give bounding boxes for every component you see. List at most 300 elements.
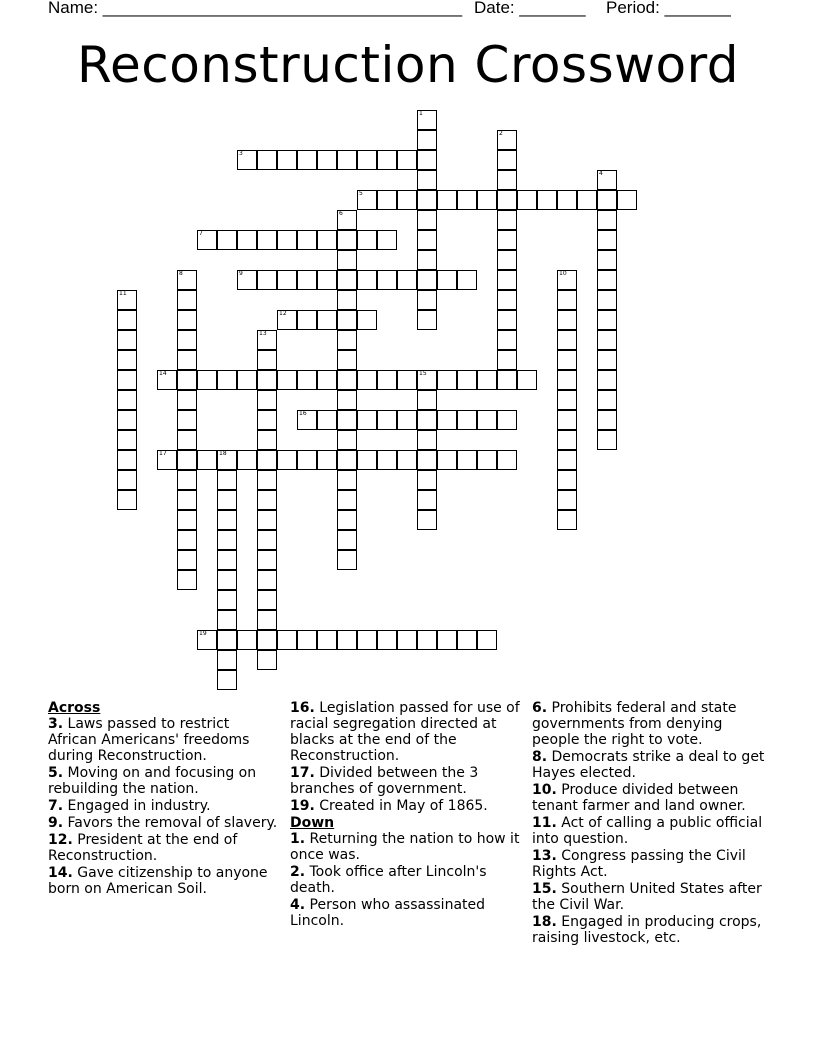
crossword-cell[interactable] — [237, 230, 257, 250]
clue-number-label: 15 — [419, 370, 427, 377]
crossword-cell[interactable] — [197, 630, 217, 650]
crossword-cell[interactable] — [357, 310, 377, 330]
crossword-cell[interactable] — [237, 370, 257, 390]
crossword-cell[interactable] — [257, 570, 277, 590]
across-clue — [48, 765, 280, 797]
crossword-cell[interactable] — [117, 370, 137, 390]
clue-number-label: 13 — [259, 330, 267, 337]
crossword-cell[interactable] — [417, 310, 437, 330]
clue-number: 18. — [532, 914, 557, 930]
clue-text: Took office after Lincoln's death. — [290, 864, 487, 896]
clues-column-3 — [532, 700, 772, 947]
crossword-cell[interactable] — [217, 570, 237, 590]
crossword-cell[interactable] — [177, 550, 197, 570]
crossword-cell[interactable] — [337, 150, 357, 170]
crossword-cell[interactable] — [337, 290, 357, 310]
across-clue — [48, 865, 280, 897]
crossword-cell[interactable] — [397, 630, 417, 650]
crossword-cell[interactable] — [297, 450, 317, 470]
crossword-cell[interactable] — [177, 450, 197, 470]
crossword-cell[interactable] — [597, 170, 617, 190]
clue-number: 1. — [290, 831, 306, 847]
crossword-cell[interactable] — [557, 390, 577, 410]
clue-text: Democrats strike a deal to get Hayes elected. — [532, 749, 765, 781]
crossword-cell[interactable] — [197, 370, 217, 390]
crossword-cell[interactable] — [237, 450, 257, 470]
clue-number: 7. — [48, 798, 64, 814]
crossword-cell[interactable] — [597, 230, 617, 250]
crossword-cell[interactable] — [297, 230, 317, 250]
clue-text: Divided between the 3 branches of government. — [290, 765, 479, 797]
clue-number: 9. — [48, 815, 64, 831]
crossword-cell[interactable] — [557, 270, 577, 290]
crossword-cell[interactable] — [397, 450, 417, 470]
crossword-cell[interactable] — [277, 310, 297, 330]
crossword-cell[interactable] — [557, 290, 577, 310]
crossword-cell[interactable] — [557, 510, 577, 530]
crossword-cell[interactable] — [397, 410, 417, 430]
clue-number: 17. — [290, 765, 315, 781]
clue-number: 15. — [532, 881, 557, 897]
crossword-cell[interactable] — [417, 470, 437, 490]
crossword-cell[interactable] — [177, 410, 197, 430]
clue-number: 10. — [532, 782, 557, 798]
crossword-cell[interactable] — [337, 510, 357, 530]
clue-number: 14. — [48, 865, 73, 881]
crossword-cell[interactable] — [417, 510, 437, 530]
crossword-cell[interactable] — [557, 190, 577, 210]
crossword-cell[interactable] — [157, 450, 177, 470]
crossword-cell[interactable] — [117, 310, 137, 330]
crossword-cell[interactable] — [257, 390, 277, 410]
clue-number: 3. — [48, 716, 64, 732]
clue-text: Person who assassinated Lincoln. — [290, 897, 486, 929]
crossword-cell[interactable] — [217, 470, 237, 490]
crossword-cell[interactable] — [337, 390, 357, 410]
crossword-cell[interactable] — [497, 190, 517, 210]
clue-number: 16. — [290, 700, 315, 716]
crossword-cell[interactable] — [337, 550, 357, 570]
crossword-cell[interactable] — [597, 390, 617, 410]
crossword-cell[interactable] — [257, 450, 277, 470]
clue-number-label: 2 — [499, 130, 503, 137]
clue-number-label: 14 — [159, 370, 167, 377]
clue-number-label: 18 — [219, 450, 227, 457]
clue-number-label: 8 — [179, 270, 183, 277]
crossword-cell[interactable] — [417, 250, 437, 270]
crossword-cell[interactable] — [597, 290, 617, 310]
clue-text: Southern United States after the Civil War. — [532, 881, 762, 913]
crossword-cell[interactable] — [277, 450, 297, 470]
clue-number-label: 12 — [279, 310, 287, 317]
crossword-cell[interactable] — [417, 150, 437, 170]
crossword-cell[interactable] — [317, 230, 337, 250]
crossword-cell[interactable] — [177, 470, 197, 490]
crossword-cell[interactable] — [337, 370, 357, 390]
crossword-cell[interactable] — [257, 370, 277, 390]
crossword-cell[interactable] — [497, 310, 517, 330]
crossword-cell[interactable] — [337, 230, 357, 250]
clue-number-label: 9 — [239, 270, 243, 277]
crossword-cell[interactable] — [557, 350, 577, 370]
crossword-cell[interactable] — [337, 270, 357, 290]
crossword-cell[interactable] — [357, 190, 377, 210]
crossword-cell[interactable] — [497, 330, 517, 350]
crossword-cell[interactable] — [317, 150, 337, 170]
crossword-cell[interactable] — [257, 330, 277, 350]
crossword-cell[interactable] — [497, 210, 517, 230]
crossword-cell[interactable] — [317, 450, 337, 470]
crossword-cell[interactable] — [177, 310, 197, 330]
crossword-cell[interactable] — [237, 150, 257, 170]
crossword-cell[interactable] — [557, 450, 577, 470]
crossword-cell[interactable] — [557, 490, 577, 510]
crossword-cell[interactable] — [317, 370, 337, 390]
crossword-cell[interactable] — [297, 150, 317, 170]
crossword-cell[interactable] — [357, 450, 377, 470]
crossword-cell[interactable] — [357, 410, 377, 430]
crossword-cell[interactable] — [497, 350, 517, 370]
crossword-cell[interactable] — [117, 410, 137, 430]
crossword-cell[interactable] — [437, 410, 457, 430]
date-field-label: Date: _______ — [474, 0, 586, 17]
crossword-cell[interactable] — [257, 530, 277, 550]
crossword-cell[interactable] — [277, 150, 297, 170]
crossword-cell[interactable] — [417, 430, 437, 450]
period-field-label: Period: _______ — [606, 0, 731, 17]
crossword-cell[interactable] — [457, 410, 477, 430]
crossword-cell[interactable] — [597, 350, 617, 370]
down-clue — [290, 864, 522, 896]
crossword-cell[interactable] — [117, 390, 137, 410]
crossword-cell[interactable] — [117, 350, 137, 370]
crossword-cell[interactable] — [417, 410, 437, 430]
clue-number-label: 1 — [419, 110, 423, 117]
crossword-cell[interactable] — [337, 410, 357, 430]
crossword-cell[interactable] — [437, 630, 457, 650]
clue-number-label: 10 — [559, 270, 567, 277]
down-clue — [290, 897, 522, 929]
crossword-cell[interactable] — [457, 450, 477, 470]
clues-column-1 — [48, 700, 280, 898]
across-clue — [48, 832, 280, 864]
crossword-cell[interactable] — [217, 550, 237, 570]
crossword-cell[interactable] — [177, 530, 197, 550]
crossword-cell[interactable] — [217, 630, 237, 650]
across-clue — [290, 765, 522, 797]
crossword-cell[interactable] — [477, 450, 497, 470]
crossword-cell[interactable] — [217, 230, 237, 250]
crossword-cell[interactable] — [597, 190, 617, 210]
crossword-cell[interactable] — [597, 330, 617, 350]
crossword-cell[interactable] — [497, 130, 517, 150]
crossword-cell[interactable] — [337, 330, 357, 350]
page-title: Reconstruction Crossword — [76, 36, 740, 94]
crossword-cell[interactable] — [337, 470, 357, 490]
crossword-cell[interactable] — [357, 630, 377, 650]
crossword-cell[interactable] — [417, 110, 437, 130]
crossword-cell[interactable] — [217, 610, 237, 630]
clue-text: Prohibits federal and state governments from denying people the right to vote. — [532, 700, 737, 748]
crossword-cell[interactable] — [477, 630, 497, 650]
clue-number-label: 5 — [359, 190, 363, 197]
crossword-cell[interactable] — [557, 370, 577, 390]
crossword-cell[interactable] — [217, 370, 237, 390]
crossword-cell[interactable] — [177, 490, 197, 510]
crossword-cell[interactable] — [177, 270, 197, 290]
crossword-cell[interactable] — [177, 390, 197, 410]
crossword-cell[interactable] — [257, 350, 277, 370]
crossword-cell[interactable] — [297, 410, 317, 430]
crossword-cell[interactable] — [257, 230, 277, 250]
crossword-cell[interactable] — [417, 490, 437, 510]
clue-number: 8. — [532, 749, 548, 765]
crossword-cell[interactable] — [257, 150, 277, 170]
crossword-cell[interactable] — [217, 650, 237, 670]
crossword-cell[interactable] — [277, 230, 297, 250]
crossword-cell[interactable] — [537, 190, 557, 210]
crossword-cell[interactable] — [217, 450, 237, 470]
crossword-cell[interactable] — [217, 670, 237, 690]
crossword-cell[interactable] — [357, 150, 377, 170]
crossword-cell[interactable] — [397, 370, 417, 390]
crossword-cell[interactable] — [177, 350, 197, 370]
crossword-cell[interactable] — [337, 630, 357, 650]
crossword-cell[interactable] — [357, 270, 377, 290]
crossword-cell[interactable] — [417, 390, 437, 410]
crossword-cell[interactable] — [557, 470, 577, 490]
crossword-cell[interactable] — [337, 310, 357, 330]
crossword-cell[interactable] — [437, 370, 457, 390]
crossword-cell[interactable] — [377, 150, 397, 170]
crossword-cell[interactable] — [397, 190, 417, 210]
crossword-cell[interactable] — [457, 370, 477, 390]
down-clue — [532, 848, 772, 880]
across-clue — [48, 798, 280, 814]
crossword-cell[interactable] — [257, 510, 277, 530]
clue-text: Returning the nation to how it once was. — [290, 831, 520, 863]
clue-number-label: 11 — [119, 290, 127, 297]
across-clue — [290, 798, 522, 814]
crossword-cell[interactable] — [377, 630, 397, 650]
clue-text: Moving on and focusing on rebuilding the nation. — [48, 765, 257, 797]
crossword-cell[interactable] — [297, 630, 317, 650]
crossword-cell[interactable] — [557, 430, 577, 450]
crossword-cell[interactable] — [117, 490, 137, 510]
crossword-cell[interactable] — [417, 450, 437, 470]
crossword-cell[interactable] — [457, 190, 477, 210]
crossword-cell[interactable] — [417, 290, 437, 310]
crossword-cell[interactable] — [257, 550, 277, 570]
down-clue — [290, 831, 522, 863]
crossword-cell[interactable] — [497, 250, 517, 270]
crossword-cell[interactable] — [437, 270, 457, 290]
crossword-cell[interactable] — [177, 330, 197, 350]
crossword-cell[interactable] — [257, 630, 277, 650]
crossword-cell[interactable] — [237, 630, 257, 650]
across-clue — [290, 700, 522, 764]
crossword-cell[interactable] — [257, 490, 277, 510]
crossword-cell[interactable] — [417, 210, 437, 230]
crossword-cell[interactable] — [337, 430, 357, 450]
crossword-cell[interactable] — [197, 450, 217, 470]
crossword-cell[interactable] — [457, 630, 477, 650]
crossword-cell[interactable] — [377, 190, 397, 210]
crossword-cell[interactable] — [437, 190, 457, 210]
across-heading: Across — [48, 700, 101, 716]
down-clue — [532, 700, 772, 748]
crossword-cell[interactable] — [577, 190, 597, 210]
down-clue — [532, 914, 772, 946]
crossword-cell[interactable] — [597, 410, 617, 430]
crossword-cell[interactable] — [377, 270, 397, 290]
crossword-cell[interactable] — [437, 450, 457, 470]
crossword-cell[interactable] — [417, 370, 437, 390]
crossword-cell[interactable] — [117, 450, 137, 470]
crossword-cell[interactable] — [337, 450, 357, 470]
crossword-cell[interactable] — [277, 630, 297, 650]
crossword-cell[interactable] — [117, 290, 137, 310]
crossword-cell[interactable] — [417, 230, 437, 250]
crossword-cell[interactable] — [457, 270, 477, 290]
clue-number: 6. — [532, 700, 548, 716]
crossword-cell[interactable] — [397, 150, 417, 170]
crossword-cell[interactable] — [397, 270, 417, 290]
crossword-cell[interactable] — [477, 410, 497, 430]
clue-number: 4. — [290, 897, 306, 913]
crossword-cell[interactable] — [257, 270, 277, 290]
crossword-cell[interactable] — [337, 210, 357, 230]
crossword-cell[interactable] — [117, 470, 137, 490]
crossword-cell[interactable] — [377, 370, 397, 390]
crossword-cell[interactable] — [317, 310, 337, 330]
crossword-cell[interactable] — [557, 330, 577, 350]
clue-number-label: 17 — [159, 450, 167, 457]
crossword-cell[interactable] — [217, 510, 237, 530]
crossword-cell[interactable] — [497, 290, 517, 310]
crossword-cell[interactable] — [337, 490, 357, 510]
clue-number-label: 3 — [239, 150, 243, 157]
clue-number-label: 16 — [299, 410, 307, 417]
crossword-cell[interactable] — [217, 590, 237, 610]
crossword-cell[interactable] — [297, 370, 317, 390]
crossword-cell[interactable] — [597, 430, 617, 450]
crossword-cell[interactable] — [197, 230, 217, 250]
crossword-cell[interactable] — [377, 230, 397, 250]
crossword-cell[interactable] — [177, 370, 197, 390]
crossword-cell[interactable] — [517, 190, 537, 210]
crossword-cell[interactable] — [477, 190, 497, 210]
crossword-cell[interactable] — [257, 430, 277, 450]
clue-text: Laws passed to restrict African Americans' freedoms during Reconstruction. — [48, 716, 250, 764]
clue-text: Produce divided between tenant farmer and land owner. — [532, 782, 746, 814]
crossword-cell[interactable] — [297, 270, 317, 290]
crossword-cell[interactable] — [517, 370, 537, 390]
crossword-cell[interactable] — [177, 430, 197, 450]
crossword-cell[interactable] — [177, 290, 197, 310]
crossword-cell[interactable] — [377, 410, 397, 430]
crossword-cell[interactable] — [597, 370, 617, 390]
crossword-cell[interactable] — [477, 370, 497, 390]
crossword-cell[interactable] — [557, 310, 577, 330]
name-field-label: Name: ______________________________________ — [48, 0, 463, 17]
crossword-cell[interactable] — [257, 590, 277, 610]
crossword-cell[interactable] — [497, 230, 517, 250]
crossword-cell[interactable] — [357, 230, 377, 250]
crossword-cell[interactable] — [257, 610, 277, 630]
crossword-cell[interactable] — [257, 470, 277, 490]
crossword-cell[interactable] — [257, 650, 277, 670]
crossword-cell[interactable] — [497, 370, 517, 390]
crossword-cell[interactable] — [597, 310, 617, 330]
clue-number: 12. — [48, 832, 73, 848]
crossword-cell[interactable] — [117, 430, 137, 450]
crossword-cell[interactable] — [597, 270, 617, 290]
crossword-cell[interactable] — [177, 510, 197, 530]
crossword-cell[interactable] — [277, 270, 297, 290]
crossword-cell[interactable] — [317, 270, 337, 290]
crossword-cell[interactable] — [317, 630, 337, 650]
crossword-cell[interactable] — [597, 210, 617, 230]
down-clue — [532, 749, 772, 781]
crossword-cell[interactable] — [337, 350, 357, 370]
clue-number-label: 19 — [199, 630, 207, 637]
down-heading: Down — [290, 815, 335, 831]
crossword-cell[interactable] — [417, 130, 437, 150]
crossword-cell[interactable] — [237, 270, 257, 290]
crossword-cell[interactable] — [297, 310, 317, 330]
crossword-cell[interactable] — [497, 150, 517, 170]
crossword-cell[interactable] — [557, 410, 577, 430]
crossword-cell[interactable] — [377, 450, 397, 470]
across-clue — [48, 716, 280, 764]
clue-number-label: 4 — [599, 170, 603, 177]
crossword-cell[interactable] — [117, 330, 137, 350]
crossword-cell[interactable] — [337, 250, 357, 270]
crossword-cell[interactable] — [217, 530, 237, 550]
clue-text: Gave citizenship to anyone born on American Soil. — [48, 865, 268, 897]
clue-number: 2. — [290, 864, 306, 880]
crossword-cell[interactable] — [217, 490, 237, 510]
crossword-cell[interactable] — [277, 370, 297, 390]
clue-text: Act of calling a public official into question. — [532, 815, 763, 847]
crossword-cell[interactable] — [157, 370, 177, 390]
clue-number: 19. — [290, 798, 315, 814]
down-clue — [532, 815, 772, 847]
clue-text: Engaged in industry. — [63, 798, 211, 814]
clue-number: 5. — [48, 765, 64, 781]
clues-column-2 — [290, 700, 522, 930]
crossword-cell[interactable] — [417, 190, 437, 210]
crossword-cell[interactable] — [497, 450, 517, 470]
crossword-cell[interactable] — [177, 570, 197, 590]
clue-text: Created in May of 1865. — [314, 798, 488, 814]
crossword-cell[interactable] — [317, 410, 337, 430]
crossword-cell[interactable] — [417, 630, 437, 650]
crossword-cell[interactable] — [497, 410, 517, 430]
crossword-cell[interactable] — [497, 170, 517, 190]
crossword-cell[interactable] — [337, 530, 357, 550]
down-clue — [532, 782, 772, 814]
crossword-cell[interactable] — [417, 270, 437, 290]
crossword-cell[interactable] — [357, 370, 377, 390]
crossword-cell[interactable] — [497, 270, 517, 290]
crossword-cell[interactable] — [597, 250, 617, 270]
clue-text: Legislation passed for use of racial segregation directed at blacks at the end of the Reconstruction. — [290, 700, 520, 764]
crossword-cell[interactable] — [417, 170, 437, 190]
crossword-cell[interactable] — [617, 190, 637, 210]
crossword-cell[interactable] — [257, 410, 277, 430]
